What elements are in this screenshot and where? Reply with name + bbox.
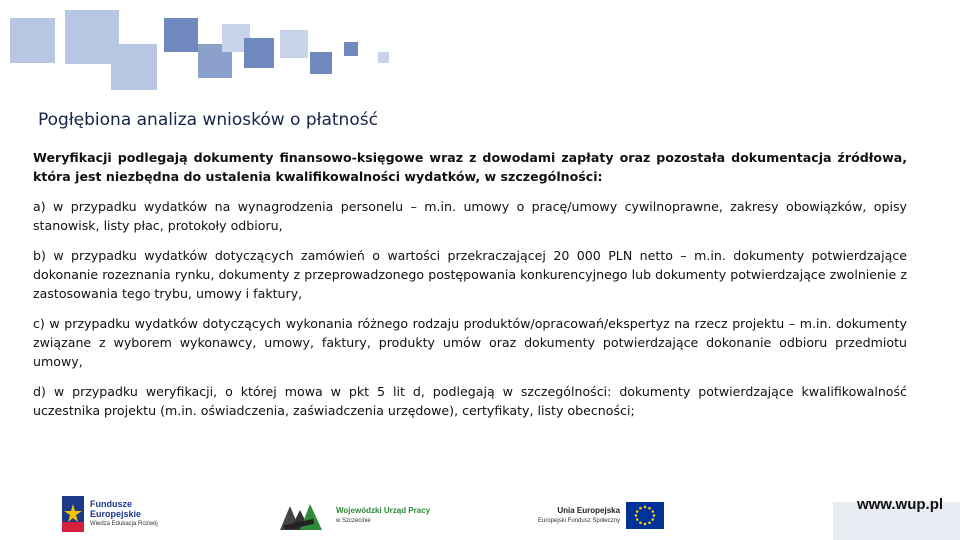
decor-square: [280, 30, 308, 58]
footer-logos: [0, 492, 960, 540]
decor-square: [10, 18, 55, 63]
decor-square: [244, 38, 274, 68]
eu-flag-icon: [626, 502, 664, 529]
decor-square: [310, 52, 332, 74]
fe-star-icon: [62, 496, 84, 532]
page-title: Pogłębiona analiza wniosków o płatność: [38, 110, 378, 130]
wup-icon: [280, 500, 326, 532]
list-item: a) w przypadku wydatków na wynagrodzenia personelu – m.in. umowy o pracę/umowy cywilnoprawne, zakresy obowiązków, opisy stanowisk, listy płac, protokoły odbioru,: [33, 199, 907, 233]
eu-line1: Unia Europejska: [557, 505, 621, 515]
list-item: c) w przypadku wydatków dotyczących wykonania różnego rodzaju produktów/opracowań/ekspertyz na rzecz projektu – m.in. dokumenty związane z wyborem wykonawcy, umowy, faktury, produkty umów oraz dokumenty potwierdzające dokonanie odbioru przedmiotu umowy,: [33, 316, 907, 369]
decor-square: [344, 42, 358, 56]
eu-logo: [538, 502, 664, 529]
list-item: d) w przypadku weryfikacji, o której mowa w pkt 5 lit d, podlegają w szczególności: dokumenty potwierdzające kwalifikowalność uczestnika projektu (m.in. oświadczenia, zaświadczenia urzędowe), certyfikaty, listy obecności;: [33, 384, 907, 418]
website-link[interactable]: www.wup.pl: [856, 496, 944, 513]
fundusze-europejskie-logo: [62, 496, 158, 532]
content-body: [33, 148, 907, 431]
decor-square: [164, 18, 198, 52]
wup-line2: w Szczecinie: [336, 518, 371, 524]
fe-line1: Fundusze: [90, 499, 132, 509]
intro-paragraph: Weryfikacji podlegają dokumenty finansowo-księgowe wraz z dowodami zapłaty oraz pozostała dokumentacja źródłowa, która jest niezbędna do ustalenia kwalifikowalności wydatków, w szczególności:: [33, 150, 907, 184]
wup-line1: Wojewódzki Urząd Pracy: [336, 506, 431, 515]
decor-square: [378, 52, 389, 63]
fe-line3: Wiedza Edukacja Rozwój: [90, 521, 158, 527]
fe-line2: Europejskie: [90, 509, 142, 519]
list-item: b) w przypadku wydatków dotyczących zamówień o wartości przekraczającej 20 000 PLN netto – m.in. dokumenty potwierdzające dokonanie rozeznania rynku, dokumenty z przeprowadzonego postępowania konkurencyjnego lub dokumenty potwierdzające zwolnienie z zastosowania tego trybu, umowy i faktury,: [33, 248, 907, 301]
wup-logo: [280, 500, 430, 532]
decor-square: [111, 44, 157, 90]
eu-line2: Europejski Fundusz Społeczny: [538, 517, 621, 524]
